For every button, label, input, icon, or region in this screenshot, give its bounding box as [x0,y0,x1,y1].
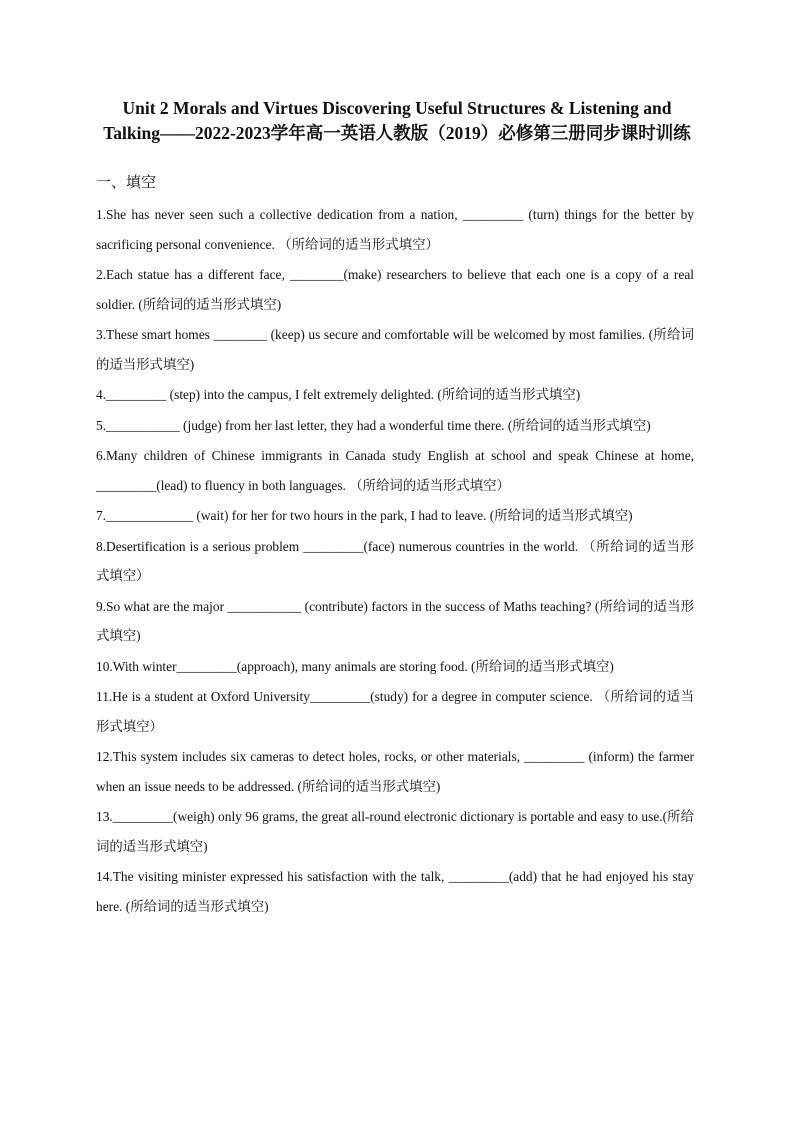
question-item: 5.___________ (judge) from her last letter, they had a wonderful time there. (所给词的适当形式填空) [96,417,651,433]
question-item: 14.The visiting minister expressed his satisfaction with the talk, _________(add) that he had enjoyed his stay here. (所给词的适当形式填空) [96,869,694,914]
question-item: 4._________ (step) into the campus, I felt extremely delighted. (所给词的适当形式填空) [96,387,581,402]
question-item: 8.Desertification is a serious problem _________(face) numerous countries in the world. （所给词的适当形式填空） [96,538,694,583]
section-heading: 一、填空 [96,173,157,191]
question-item: 10.With winter_________(approach), many animals are storing food. (所给词的适当形式填空) [96,658,614,674]
question-item: 9.So what are the major ___________ (contribute) factors in the success of Maths teaching? (所给词的适当形式填空) [96,598,694,643]
question-item: 6.Many children of Chinese immigrants in Canada study English at school and speak Chinese at home, _________(lead) to fluency in both languages. （所给词的适当形式填空） [96,448,694,493]
document-title: Unit 2 Morals and Virtues Discovering Useful Structures & Listening and Talking——2022-2023学年高一英语人教版（2019）必修第三册同步课时训练 [103,98,691,143]
question-item: 3.These smart homes ________ (keep) us secure and comfortable will be welcomed by most families. (所给词的适当形式填空) [96,327,694,372]
question-item: 11.He is a student at Oxford University_________(study) for a degree in computer science. （所给词的适当形式填空） [96,689,694,734]
question-item: 13._________(weigh) only 96 grams, the great all-round electronic dictionary is portable and easy to use.(所给词的适当形式填空) [96,809,694,854]
question-item: 2.Each statue has a different face, ________(make) researchers to believe that each one is a copy of a real soldier. (所给词的适当形式填空) [96,267,694,312]
question-item: 7._____________ (wait) for her for two hours in the park, I had to leave. (所给词的适当形式填空) [96,508,633,523]
question-list [96,200,694,922]
question-item: 12.This system includes six cameras to detect holes, rocks, or other materials, _________ (inform) the farmer when an issue needs to be addressed. (所给词的适当形式填空) [96,749,694,794]
question-item: 1.She has never seen such a collective dedication from a nation, _________ (turn) things for the better by sacrificing personal convenience. （所给词的适当形式填空） [96,207,694,252]
